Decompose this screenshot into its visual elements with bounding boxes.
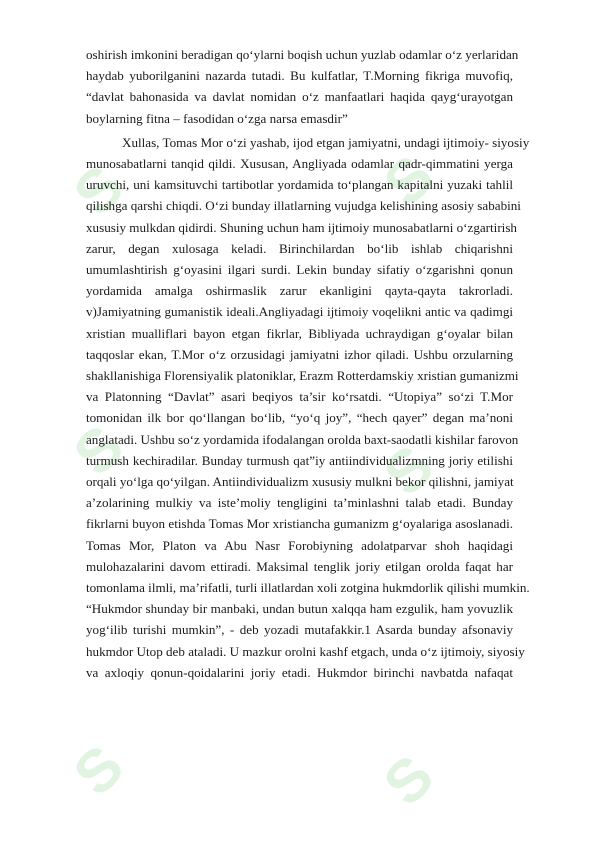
text-line: Tomas Mor, Platon va Abu Nasr Forobiyning adolatparvar shoh haqidagi — [86, 537, 513, 553]
paragraph-main — [86, 132, 530, 683]
text-line: haydab yuborilganini nazarda tutadi. Bu kulfatlar, T.Morning fikriga muvofiq, — [86, 68, 513, 84]
text-line: oshirish imkonini beradigan qo‘ylarni boqish uchun yuzlab odamlar o‘z yerlaridan — [86, 47, 519, 62]
text-line: xususiy mulkdan qidirdi. Shuning uchun ham ijtimoiy munosabatlarni o‘zgartirish — [86, 219, 517, 235]
paragraph-intro — [86, 44, 519, 129]
text-line: “Hukmdor shunday bir manbaki, undan butun xalqqa ham ezgulik, ham yovuzlik — [86, 601, 513, 617]
text-line: tomonlama ilmli, ma’rifatli, turli illatlardan xoli zotgina hukmdorlik qilishi mumkin. — [86, 580, 530, 596]
document-page — [86, 44, 530, 683]
text-line: mulohazalarini davom ettiradi. Maksimal tenglik joriy etilgan orolda faqat har — [86, 558, 513, 574]
text-line: hukmdor Utop deb ataladi. U mazkur orolni kashf etgach, unda o‘z ijtimoiy, siyosiy — [86, 643, 525, 659]
text-line: turmush kechiradilar. Bunday turmush qat”iy antiindividualizmning joriy etilishi — [86, 452, 513, 468]
text-line: v)Jamiyatning gumanistik ideali.Angliyadagi ijtimoiy voqelikni antic va qadimgi — [86, 304, 513, 320]
text-line: munosabatlarni tanqid qildi. Xususan, Angliyada odamlar qadr-qimmatini yerga — [86, 156, 513, 172]
text-line: qilishga qarshi chiqdi. O‘zi bunday illatlarning vujudga kelishining asosiy sababini — [86, 198, 521, 214]
text-line: anglatadi. Ushbu so‘z yordamida ifodalangan orolda baxt-saodatli kishilar farovon — [86, 431, 519, 447]
text-line: orqali yo‘lga qo‘yilgan. Antiindividualizm xususiy mulkni bekor qilishni, jamiyat — [86, 474, 514, 490]
text-line: tomonidan ilk bor qo‘llangan bo‘lib, “yo‘q joy”, “hech qayer” degan ma’noni — [86, 410, 513, 426]
text-line: Xullas, Tomas Mor o‘zi yashab, ijod etgan jamiyatni, undagi ijtimoiy- siyosiy — [122, 134, 530, 150]
watermark: S — [60, 150, 138, 229]
watermark: S — [60, 730, 138, 809]
text-line: a’zolarining mulkiy va iste’moliy tengligini ta’minlashni talab etadi. Bunday — [86, 495, 513, 511]
text-line: fikrlarni buyon etishda Tomas Mor xristiancha gumanizm g‘oyalariga asoslanadi. — [86, 516, 513, 532]
watermark: S — [370, 430, 448, 509]
text-line: yog‘ilib turishi mumkin”, - deb yozadi mutafakkir.1 Asarda bunday afsonaviy — [86, 622, 513, 638]
text-line: va axloqiy qonun-qoidalarini joriy etadi. Hukmdor birinchi navbatda nafaqat — [86, 664, 513, 680]
text-line: umumlashtirish g‘oyasini ilgari surdi. Lekin bunday sifatiy o‘zgarishni qonun — [86, 262, 513, 278]
text-line: shakllanishiga Florensiyalik platoniklar, Erazm Rotterdamskiy xristian gumanizmi — [86, 368, 519, 384]
watermark: S — [60, 410, 138, 489]
text-line: uruvchi, uni kamsituvchi tartibotlar yordamida to‘plangan kapitalni yuzaki tahlil — [86, 177, 513, 193]
text-line: taqqoslar ekan, T.Mor o‘z orzusidagi jamiyatni izhor qiladi. Ushbu orzularning — [86, 346, 513, 362]
watermark: S — [370, 140, 448, 219]
text-line: boylarning fitna – fasodidan o‘zga narsa emasdir” — [86, 110, 348, 126]
text-line: “davlat bahonasida va davlat nomidan o‘z manfaatlari haqida qayg‘urayotgan — [86, 89, 513, 105]
watermark: S — [370, 740, 448, 819]
text-line: yordamida amalga oshirmaslik zarur ekanligini qayta-qayta takrorladi. — [86, 283, 513, 299]
text-line: va Platonning “Davlat” asari beqiyos ta’sir ko‘rsatdi. “Utopiya” so‘zi T.Mor — [86, 389, 513, 405]
text-line: zarur, degan xulosaga keladi. Birinchilardan bo‘lib ishlab chiqarishni — [86, 240, 513, 256]
text-line: xristian mualliflari bayon etgan fikrlar, Bibliyada uchraydigan g‘oyalar bilan — [86, 325, 513, 341]
